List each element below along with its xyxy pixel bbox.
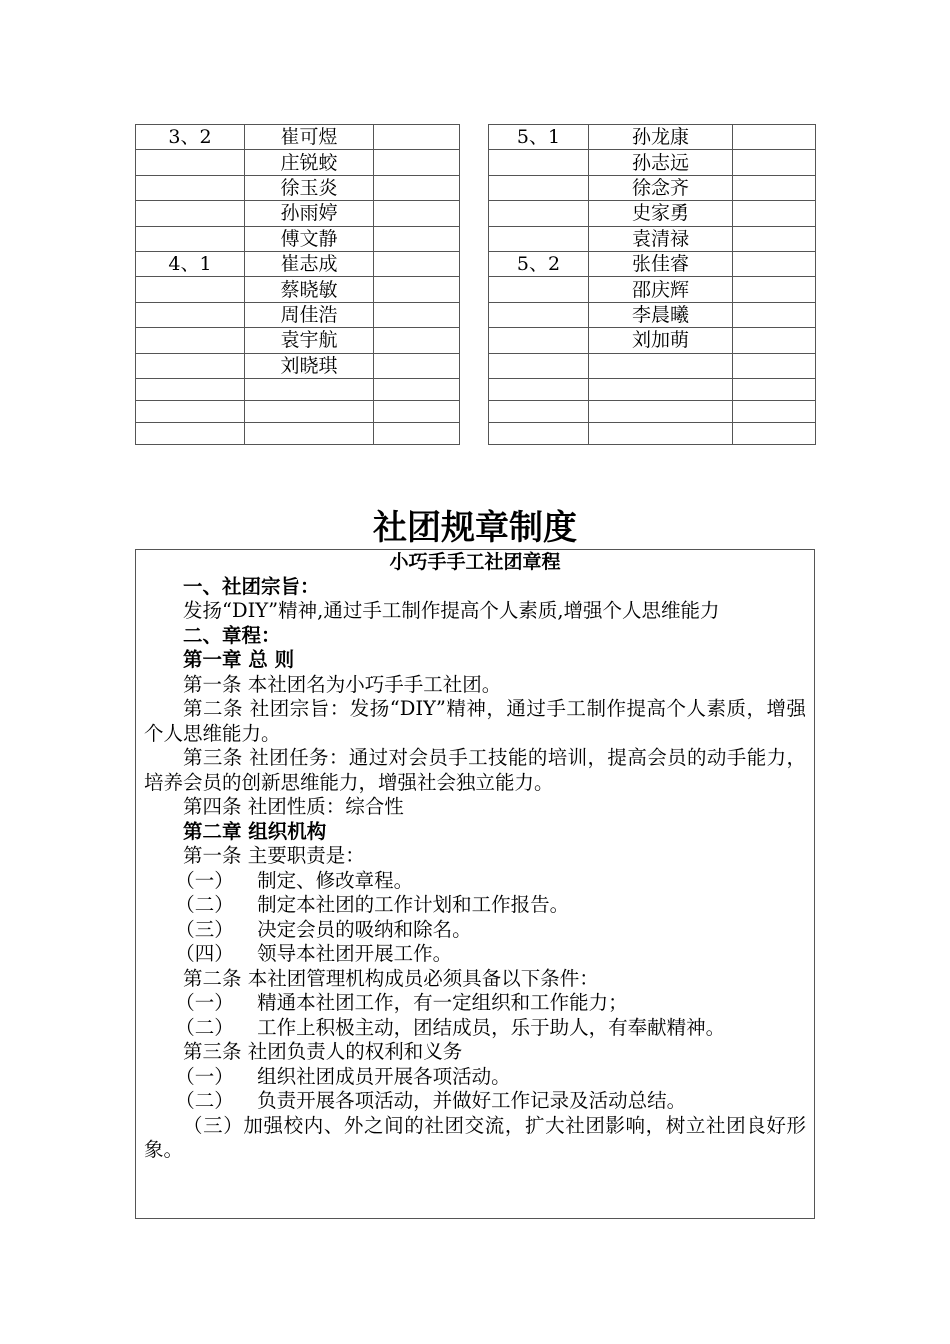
name-cell: 庄锐蛟	[245, 150, 374, 175]
article: 第三条 社团任务：通过对会员手工技能的培训，提高会员的动手能力，培养会员的创新思维能力，增强社会独立能力。	[144, 746, 806, 794]
name-cell: 刘加萌	[589, 328, 733, 353]
column-gap	[460, 328, 489, 353]
article: 第一条 本社团名为小巧手手工社团。	[183, 672, 502, 696]
list-item	[144, 1065, 806, 1090]
name-cell: 袁清禄	[589, 226, 733, 251]
blank-cell	[733, 328, 816, 353]
table-row	[136, 302, 816, 327]
class-cell	[489, 302, 589, 327]
column-gap	[460, 277, 489, 302]
class-cell	[489, 226, 589, 251]
blank-cell	[733, 400, 816, 422]
list-number: （三）	[175, 917, 234, 941]
blank-cell	[733, 226, 816, 251]
table-row	[136, 226, 816, 251]
class-cell: 5、1	[489, 125, 589, 150]
list-item	[144, 918, 806, 943]
blank-cell	[733, 277, 816, 302]
list-text: 决定会员的吸纳和除名。	[257, 917, 472, 941]
class-cell	[489, 175, 589, 200]
column-gap	[460, 353, 489, 378]
table-row	[136, 400, 816, 422]
class-cell	[489, 353, 589, 378]
table-row	[136, 422, 816, 444]
blank-cell	[733, 353, 816, 378]
name-cell: 崔志成	[245, 251, 374, 276]
blank-cell	[733, 125, 816, 150]
list-text: 制定本社团的工作计划和工作报告。	[257, 893, 570, 916]
table-row	[136, 378, 816, 400]
table-row	[136, 175, 816, 200]
column-gap	[460, 251, 489, 276]
list-item	[144, 1089, 806, 1114]
column-gap	[460, 226, 489, 251]
name-cell	[245, 400, 374, 422]
class-cell	[136, 353, 245, 378]
chapter-heading: 第二章 组织机构	[183, 819, 327, 843]
class-cell	[136, 328, 245, 353]
list-item	[144, 942, 806, 967]
class-cell	[136, 378, 245, 400]
list-text: 精通本社团工作，有一定组织和工作能力；	[257, 991, 628, 1014]
name-cell	[245, 422, 374, 444]
blank-cell	[374, 422, 460, 444]
class-cell	[136, 277, 245, 302]
page-heading: 社团规章制度	[373, 508, 577, 548]
blank-cell	[374, 201, 460, 226]
class-cell	[136, 150, 245, 175]
class-cell	[489, 422, 589, 444]
name-cell: 袁宇航	[245, 328, 374, 353]
charter-box	[135, 549, 815, 1219]
list-number: （四）	[175, 942, 234, 965]
class-cell	[489, 150, 589, 175]
list-number: （一）	[175, 991, 234, 1014]
list-text: 制定、修改章程。	[257, 868, 414, 892]
class-cell: 4、1	[136, 251, 245, 276]
blank-cell	[733, 422, 816, 444]
blank-cell	[733, 302, 816, 327]
blank-cell	[374, 125, 460, 150]
name-cell: 周佳浩	[245, 302, 374, 327]
blank-cell	[374, 302, 460, 327]
name-cell: 孙龙康	[589, 125, 733, 150]
article: 第二条 社团宗旨：发扬“DIY”精神，通过手工制作提高个人素质，增强个人思维能力。	[144, 697, 806, 745]
blank-cell	[733, 378, 816, 400]
charter-title: 小巧手手工社团章程	[389, 551, 561, 573]
list-number: （二）	[175, 1089, 234, 1112]
class-cell	[136, 400, 245, 422]
blank-cell	[374, 378, 460, 400]
member-roster-table	[135, 124, 816, 445]
table-row	[136, 201, 816, 226]
article: 第二条 本社团管理机构成员必须具备以下条件：	[183, 966, 599, 990]
list-text: 组织社团成员开展各项活动。	[257, 1064, 511, 1088]
list-text: 负责开展各项活动，并做好工作记录及活动总结。	[257, 1089, 687, 1112]
name-cell: 刘晓琪	[245, 353, 374, 378]
table-row	[136, 150, 816, 175]
name-cell: 张佳睿	[589, 251, 733, 276]
blank-cell	[733, 251, 816, 276]
name-cell: 徐念齐	[589, 175, 733, 200]
paragraph: 发扬“DIY”精神,通过手工制作提高个人素质,增强个人思维能力	[183, 599, 720, 622]
list-text: 领导本社团开展工作。	[257, 942, 453, 965]
column-gap	[460, 175, 489, 200]
name-cell: 傅文静	[245, 226, 374, 251]
list-number: （一）	[175, 1064, 234, 1088]
blank-cell	[374, 400, 460, 422]
class-cell	[136, 175, 245, 200]
name-cell: 蔡晓敏	[245, 277, 374, 302]
article: 第一条 主要职责是：	[183, 844, 365, 867]
class-cell	[136, 302, 245, 327]
name-cell: 孙雨婷	[245, 201, 374, 226]
class-cell: 5、2	[489, 251, 589, 276]
name-cell: 史家勇	[589, 201, 733, 226]
list-number: （二）	[175, 1015, 234, 1039]
column-gap	[460, 378, 489, 400]
column-gap	[460, 201, 489, 226]
blank-cell	[374, 251, 460, 276]
blank-cell	[374, 328, 460, 353]
list-item	[144, 1016, 806, 1041]
blank-cell	[733, 201, 816, 226]
list-item	[144, 869, 806, 894]
class-cell	[489, 378, 589, 400]
list-text: 工作上积极主动，团结成员，乐于助人，有奉献精神。	[257, 1015, 726, 1039]
blank-cell	[733, 175, 816, 200]
class-cell	[489, 400, 589, 422]
column-gap	[460, 400, 489, 422]
name-cell	[589, 353, 733, 378]
table-row	[136, 277, 816, 302]
blank-cell	[733, 150, 816, 175]
name-cell: 邵庆辉	[589, 277, 733, 302]
name-cell	[589, 422, 733, 444]
table-row	[136, 251, 816, 276]
class-cell	[136, 201, 245, 226]
blank-cell	[374, 277, 460, 302]
class-cell	[489, 201, 589, 226]
name-cell	[589, 378, 733, 400]
column-gap	[460, 150, 489, 175]
blank-cell	[374, 226, 460, 251]
name-cell: 徐玉炎	[245, 175, 374, 200]
blank-cell	[374, 175, 460, 200]
section-heading: 一、社团宗旨：	[183, 574, 320, 598]
class-cell: 3、2	[136, 125, 245, 150]
name-cell	[245, 378, 374, 400]
list-item	[144, 991, 806, 1016]
table-row	[136, 328, 816, 353]
name-cell: 崔可煜	[245, 125, 374, 150]
column-gap	[460, 302, 489, 327]
chapter-heading: 第一章 总 则	[183, 648, 295, 671]
blank-cell	[374, 353, 460, 378]
name-cell: 李晨曦	[589, 302, 733, 327]
name-cell: 孙志远	[589, 150, 733, 175]
list-number: （一）	[175, 868, 234, 892]
column-gap	[460, 125, 489, 150]
table-row	[136, 125, 816, 150]
class-cell	[489, 328, 589, 353]
column-gap	[460, 422, 489, 444]
article: 第四条 社团性质：综合性	[183, 795, 404, 818]
section-heading: 二、章程：	[183, 623, 281, 647]
blank-cell	[374, 150, 460, 175]
class-cell	[136, 422, 245, 444]
class-cell	[489, 277, 589, 302]
name-cell	[589, 400, 733, 422]
article: 第三条 社团负责人的权利和义务	[183, 1040, 463, 1063]
article: （三）加强校内、外之间的社团交流，扩大社团影响，树立社团良好形象。	[144, 1113, 806, 1161]
class-cell	[136, 226, 245, 251]
table-row	[136, 353, 816, 378]
list-number: （二）	[175, 893, 234, 916]
list-item	[144, 893, 806, 918]
